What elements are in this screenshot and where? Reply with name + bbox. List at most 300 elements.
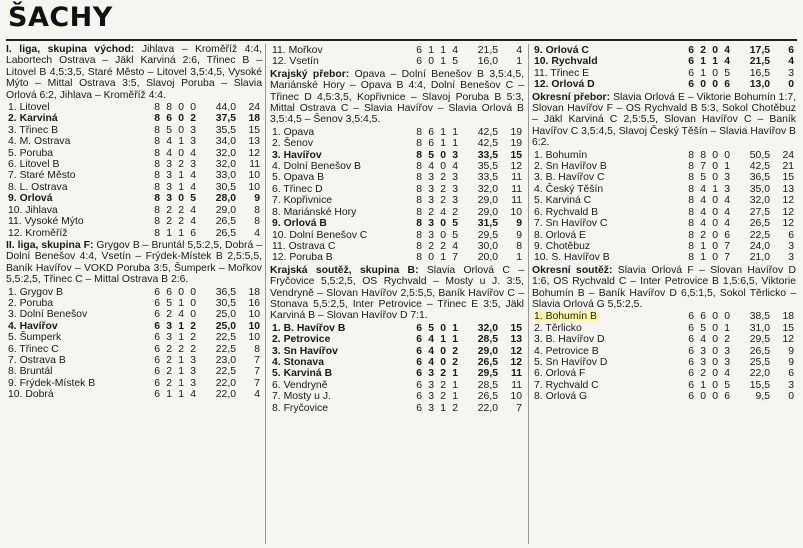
team-cell [532,346,682,357]
score-cell: 29,5 [477,229,498,241]
losses-cell: 3 [190,124,196,136]
standings-row [532,380,796,391]
rank: 4. [272,161,281,173]
team-name: Petrovice [283,334,331,346]
losses-cell: 3 [452,195,458,207]
score-cell: 22,0 [477,402,498,414]
played-cell: 6 [154,309,160,321]
score-cell: 22,0 [215,389,236,401]
team-cell [6,182,148,193]
wins-cell: 3 [166,170,172,182]
team-name: Rychvald [551,56,598,68]
team-name: Litovel [19,102,50,114]
wins-cell: 2 [700,368,706,380]
team-cell [270,241,410,252]
team-cell [270,218,410,229]
losses-cell: 5 [190,193,196,205]
draws-cell: 2 [440,368,446,380]
played-cell: 6 [688,368,694,380]
match-results: Slavia Orlová C – Fryčovice 5,5:2,5, OS Rychvald – Mosty u J. 3:5, Vendryně – Slovan Havířov 2,5:5,5, Baník Havířov C – Stonava 5,5:2,5, Inter Petrovice – Třinec E 3:5, Jäkl Karviná B – Slovan Havířov D 7:1. [270,264,524,322]
losses-cell: 4 [452,161,458,173]
wins-cell: 4 [700,218,706,230]
draws-cell: 0 [712,379,718,391]
score-cell: 44,0 [215,102,236,114]
standings-row [270,127,524,138]
points-cell: 24 [248,102,260,114]
score-cell: 33,5 [477,149,498,161]
rank: 5. [272,172,281,184]
team-name: Třinec C [19,343,59,355]
score-cell: 35,5 [477,161,498,173]
standings-table [532,311,796,402]
draws-cell: 1 [440,252,446,264]
played-cell: 8 [416,161,422,173]
standings-row [6,102,262,113]
played-cell: 8 [154,159,160,171]
played-cell: 6 [416,56,422,68]
wins-cell: 6 [700,311,706,323]
team-cell [270,357,410,368]
team-cell [270,45,410,56]
rank: 6. [534,206,543,218]
draws-cell: 0 [178,286,184,298]
losses-cell: 5 [724,67,730,79]
wins-cell: 4 [700,195,706,207]
team-cell [6,321,148,332]
points-cell: 12 [510,356,522,368]
wins-cell: 3 [428,229,434,241]
losses-cell: 0 [724,149,730,161]
losses-cell: 4 [190,216,196,228]
played-cell: 6 [154,389,160,401]
draws-cell: 1 [440,334,446,346]
losses-cell: 4 [724,195,730,207]
rank: 4. [272,356,281,368]
rank: 4. [8,320,17,332]
draws-cell: 0 [712,345,718,357]
points-cell: 18 [782,311,794,323]
wins-cell: 3 [166,193,172,205]
rank: 6. [8,159,17,171]
team-cell [270,184,410,195]
rank: 2. [8,113,17,125]
draws-cell: 0 [712,79,718,91]
team-cell [532,230,682,241]
losses-cell: 5 [724,379,730,391]
team-name: Mosty u J. [283,391,331,403]
losses-cell: 2 [190,343,196,355]
played-cell: 6 [416,345,422,357]
points-cell: 9 [516,229,522,241]
draws-cell: 2 [440,240,446,252]
draws-cell: 0 [712,195,718,207]
standings-row [6,321,262,332]
played-cell: 8 [416,206,422,218]
team-cell [6,366,148,377]
draws-cell: 0 [440,218,446,230]
draws-cell: 1 [440,126,446,138]
played-cell: 6 [688,45,694,56]
losses-cell: 4 [190,147,196,159]
standings-table [270,323,524,414]
points-cell: 10 [510,391,522,403]
draws-cell: 0 [712,368,718,380]
results-paragraph [6,240,262,286]
wins-cell: 3 [428,172,434,184]
played-cell: 6 [688,67,694,79]
played-cell: 6 [688,356,694,368]
results-paragraph [532,92,796,149]
team-cell [532,218,682,229]
score-cell: 24,0 [749,240,770,252]
standings-row [270,334,524,345]
score-cell: 42,5 [477,126,498,138]
points-cell: 3 [788,252,794,264]
team-cell [6,309,148,320]
score-cell: 29,0 [477,195,498,207]
draws-cell: 1 [178,377,184,389]
standings-row [270,172,524,183]
draws-cell: 2 [440,195,446,207]
points-cell: 10 [248,181,260,193]
team-name: Český Těšín [545,183,604,195]
rank: 11. [8,216,22,228]
standings-row [532,357,796,368]
score-cell: 26,5 [215,216,236,228]
score-cell: 33,0 [215,170,236,182]
standings-row [270,150,524,161]
standings-row [6,389,262,400]
score-cell: 22,0 [749,368,770,380]
losses-cell: 1 [724,322,730,334]
losses-cell: 4 [190,204,196,216]
wins-cell: 5 [166,124,172,136]
wins-cell: 2 [166,343,172,355]
score-cell: 26,5 [749,345,770,357]
losses-cell: 2 [452,206,458,218]
standings-row [6,287,262,298]
points-cell: 6 [788,229,794,241]
losses-cell: 5 [452,218,458,230]
team-cell [270,368,410,379]
losses-cell: 4 [190,181,196,193]
team-name: Chotěbuz [545,240,591,252]
standings-table [270,127,524,264]
draws-cell: 1 [178,136,184,148]
standings-row [270,161,524,172]
rank: 9. [272,218,281,230]
wins-cell: 6 [428,126,434,138]
losses-cell: 0 [724,311,730,323]
losses-cell: 3 [190,354,196,366]
points-cell: 24 [782,149,794,161]
played-cell: 8 [154,216,160,228]
standings-row [6,182,262,193]
wins-cell: 1 [166,389,172,401]
losses-cell: 3 [190,136,196,148]
draws-cell: 2 [440,172,446,184]
points-cell: 7 [254,377,260,389]
losses-cell: 6 [190,227,196,239]
draws-cell: 0 [712,149,718,161]
losses-cell: 3 [724,172,730,184]
points-cell: 10 [248,170,260,182]
team-cell [532,391,682,402]
wins-cell: 5 [166,297,172,309]
played-cell: 8 [416,138,422,150]
points-cell: 12 [510,161,522,173]
wins-cell: 6 [166,113,172,125]
losses-cell: 3 [452,183,458,195]
standings-row [6,332,262,343]
standings-row [532,241,796,252]
section-heading: I. liga, skupina východ: [6,44,135,55]
team-cell [6,298,148,309]
points-cell: 9 [788,345,794,357]
section-heading: II. liga, skupina F: [6,239,94,251]
standings-row [532,368,796,379]
standings-row [6,159,262,170]
score-cell: 29,0 [477,345,498,357]
points-cell: 13 [510,334,522,346]
draws-cell: 0 [712,172,718,184]
points-cell: 4 [254,227,260,239]
standings-row [270,346,524,357]
team-cell [532,161,682,172]
played-cell: 8 [416,195,422,207]
draws-cell: 0 [712,391,718,403]
team-cell [6,170,148,181]
wins-cell: 3 [166,320,172,332]
played-cell: 8 [688,252,694,264]
rank: 8. [534,391,543,403]
wins-cell: 3 [428,183,434,195]
losses-cell: 6 [724,391,730,403]
team-cell [6,125,148,136]
played-cell: 6 [416,379,422,391]
losses-cell: 4 [724,206,730,218]
points-cell: 1 [516,56,522,68]
losses-cell: 3 [724,345,730,357]
team-cell [532,207,682,218]
score-cell: 21,0 [749,252,770,264]
draws-cell: 1 [178,297,184,309]
standings-row [270,56,524,67]
played-cell: 8 [688,218,694,230]
standings-table [6,102,262,239]
points-cell: 0 [788,391,794,403]
team-name: Opava B [283,172,324,184]
score-cell: 25,0 [215,309,236,321]
losses-cell: 2 [452,402,458,414]
team-cell [270,172,410,183]
score-cell: 33,5 [477,172,498,184]
losses-cell: 3 [190,366,196,378]
rank: 6. [272,379,281,391]
losses-cell: 0 [190,309,196,321]
team-cell [532,252,682,263]
rank: 5. [8,332,17,344]
draws-cell: 0 [712,240,718,252]
team-cell [532,334,682,345]
wins-cell: 2 [166,366,172,378]
score-cell: 27,5 [749,206,770,218]
played-cell: 8 [154,227,160,239]
team-cell [532,323,682,334]
wins-cell: 6 [428,138,434,150]
draws-cell: 2 [440,391,446,403]
rank: 2. [272,138,281,150]
rank: 10. [534,252,549,264]
score-cell: 23,0 [215,354,236,366]
rank: 3. [534,334,543,346]
standings-row [6,309,262,320]
team-name: Třinec E [550,67,590,79]
standings-row [6,113,262,124]
wins-cell: 4 [428,345,434,357]
rank: 6. [272,183,281,195]
draws-cell: 0 [440,356,446,368]
score-cell: 13,0 [749,79,770,91]
points-cell: 18 [248,286,260,298]
points-cell: 4 [516,45,522,56]
wins-cell: 2 [700,45,706,56]
team-name: Dobrá [25,389,54,401]
points-cell: 11 [511,183,522,195]
rank: 8. [8,366,17,378]
losses-cell: 1 [724,161,730,173]
team-cell [270,138,410,149]
draws-cell: 1 [178,320,184,332]
team-name: Mariánské Hory [283,206,357,218]
score-cell: 28,5 [477,334,498,346]
rank: 9. [8,377,17,389]
rank: 1. [272,322,281,334]
team-name: Karviná [19,113,58,125]
team-cell [6,205,148,216]
team-cell [6,228,148,239]
wins-cell: 2 [166,309,172,321]
losses-cell: 1 [452,379,458,391]
standings-row [270,207,524,218]
team-cell [6,378,148,389]
points-cell: 1 [516,252,522,264]
rank: 6. [8,343,17,355]
draws-cell: 0 [178,193,184,205]
team-name: Ostrava C [288,240,336,252]
played-cell: 8 [154,102,160,114]
column-divider [528,44,529,544]
team-name: S. Havířov B [551,252,610,264]
rank: 3. [8,309,17,321]
draws-cell: 0 [440,229,446,241]
score-cell: 31,5 [477,218,498,230]
score-cell: 42,5 [477,138,498,150]
team-name: B. Havířov B [283,322,346,334]
points-cell: 11 [249,159,260,171]
losses-cell: 5 [452,229,458,241]
team-cell [270,403,410,414]
team-cell [532,241,682,252]
draws-cell: 4 [178,309,184,321]
team-name: Petrovice B [545,345,599,357]
rank: 3. [534,172,543,184]
standings-row [532,68,796,79]
standings-row [270,138,524,149]
match-results: Slavia Orlová F – Slovan Havířov D 1:6, OS Rychvald C – Inter Petrovice B 1,5:6,5, Viktorie Bohumín B – Baník Havířov D 6,5:1,5, Sokol Těrlicko – Slavia Orlová G 5,5:2,5. [532,264,796,310]
played-cell: 6 [688,79,694,91]
score-cell: 32,0 [477,183,498,195]
team-cell [532,184,682,195]
wins-cell: 8 [166,102,172,114]
wins-cell: 1 [428,45,434,56]
losses-cell: 2 [724,334,730,346]
team-cell [532,56,682,67]
points-cell: 19 [510,138,522,150]
team-cell [532,45,682,56]
page-title: ŠACHY [8,2,113,33]
score-cell: 29,0 [215,204,236,216]
losses-cell: 3 [452,149,458,161]
points-cell: 13 [248,136,260,148]
score-cell: 25,5 [749,356,770,368]
score-cell: 29,5 [477,368,498,380]
draws-cell: 0 [712,356,718,368]
team-name: Orlová F [545,368,586,380]
standings-row [532,79,796,90]
score-cell: 37,5 [215,113,236,125]
team-name: Sn Havířov C [545,218,608,230]
team-cell [532,368,682,379]
score-cell: 20,0 [477,252,498,264]
played-cell: 6 [154,297,160,309]
team-name: Kroměříž [25,227,68,239]
team-name: Sn Havířov [283,345,338,357]
rank: 12. [272,252,287,264]
team-cell [532,79,682,90]
rank: 7. [534,218,543,230]
standings-row [532,150,796,161]
team-name: Kopřivnice [283,195,333,207]
standings-row [532,161,796,172]
wins-cell: 4 [428,334,434,346]
wins-cell: 2 [428,206,434,218]
losses-cell: 2 [190,113,196,125]
score-cell: 26,5 [749,218,770,230]
rank: 5. [534,195,543,207]
team-cell [532,195,682,206]
draws-cell: 0 [178,102,184,114]
wins-cell: 3 [428,391,434,403]
score-cell: 29,5 [749,334,770,346]
standings-row [6,193,262,204]
draws-cell: 1 [440,402,446,414]
draws-cell: 0 [440,322,446,334]
wins-cell: 5 [700,172,706,184]
points-cell: 10 [248,320,260,332]
rank: 1. [534,149,543,161]
team-name: Šenov [283,138,314,150]
score-cell: 15,5 [749,379,770,391]
standings-row [6,228,262,239]
team-cell [6,136,148,147]
team-cell [270,195,410,206]
standings-row [532,252,796,263]
score-cell: 22,5 [749,229,770,241]
score-cell: 42,5 [749,161,770,173]
losses-cell: 2 [190,320,196,332]
draws-cell: 0 [178,124,184,136]
